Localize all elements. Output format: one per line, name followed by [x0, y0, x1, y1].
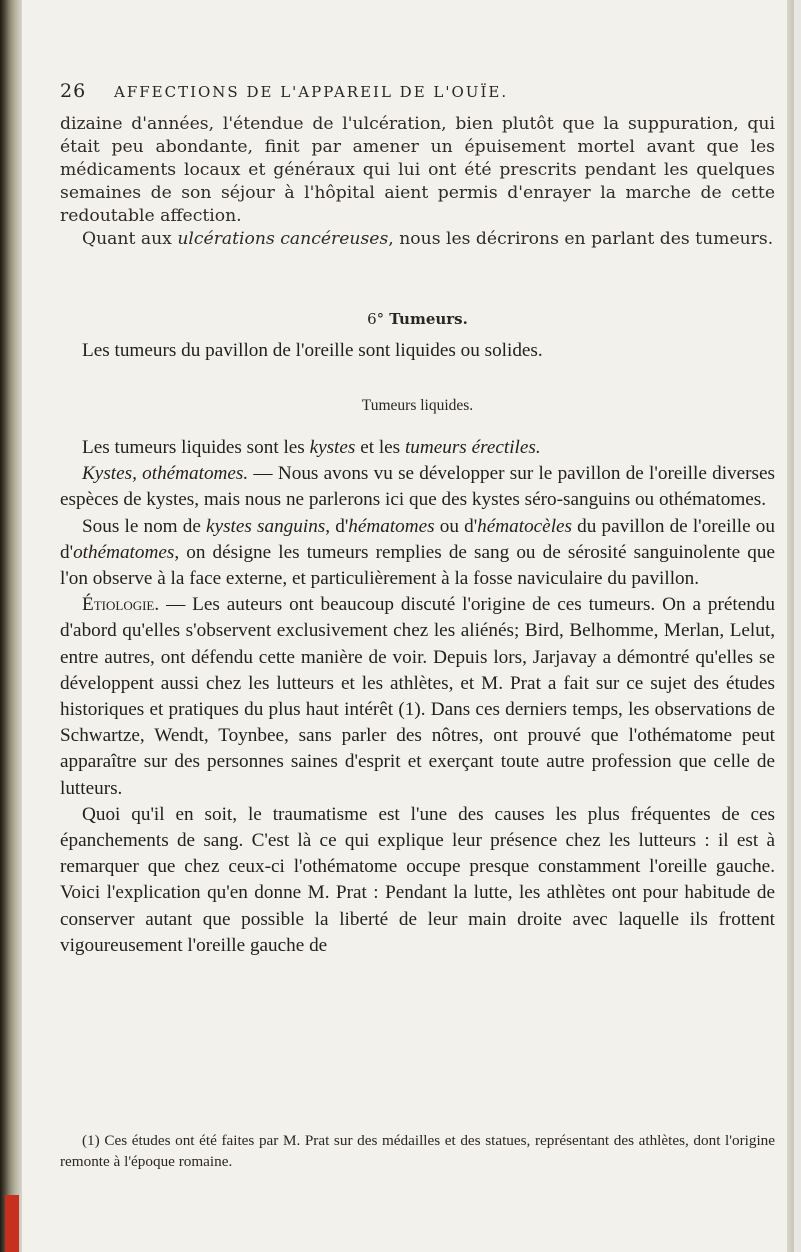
intro-paragraph-1: dizaine d'années, l'étendue de l'ulcération, bien plutôt que la suppuration, qui était peu abondante, finit par amener un épuisement mortel avant que les médicaments locaux et généraux qui lui ont été prescrits pendant les quelques semaines de son séjour à l'hôpital aient permis d'enrayer la marche de cette redoutable affection.: [60, 114, 775, 226]
section-number: 6°: [367, 310, 385, 328]
subsection-title: Tumeurs liquides.: [361, 397, 474, 414]
paragraph-definition: Sous le nom de kystes sanguins, d'hématomes ou d'hématocèles du pavillon de l'oreille ou d'othématomes, on désigne les tumeurs remplies de sang ou de sérosité sanguinolente que l'on observe à la face externe, et particulièrement à la fosse naviculaire du pavillon.: [60, 515, 775, 590]
paragraph-liquides: Les tumeurs liquides sont les kystes et les tumeurs érectiles.: [82, 437, 541, 458]
page-edge: [787, 0, 794, 1252]
paragraph-traumatisme: Quoi qu'il en soit, le traumatisme est l'une des causes les plus fréquentes de ces épanchements de sang. C'est là ce qui explique leur présence chez les lutteurs : il est à remarquer que chez ceux-ci l'othématome occupe presque constamment l'oreille gauche. Voici l'explication qu'en donne M. Prat : Pendant la lutte, les athlètes ont pour habitude de conserver autant que possible la liberté de leur main droite avec laquelle ils frottent vigoureusement l'oreille gauche de: [60, 803, 775, 956]
main-text: [60, 435, 775, 959]
section-lead: [60, 338, 775, 364]
intro-block: [60, 113, 775, 251]
section-title: Tumeurs.: [389, 310, 468, 328]
paragraph-etiologie: Étiologie. — Les auteurs ont beaucoup discuté l'origine de ces tumeurs. On a prétendu d'abord qu'elles s'observent exclusivement chez les aliénés; Bird, Belhomme, Merlan, Lelut, entre autres, ont défendu cette manière de voir. Depuis lors, Jarjavay a démontré qu'elles se développent aussi chez les lutteurs et les athlètes, et M. Prat a fait sur ce sujet des études historiques et pratiques du plus haut intérêt (1). Dans ces derniers temps, les observations de Schwartze, Wendt, Toynbee, sans parler des nôtres, ont prouvé que l'othématome peut apparaître sur des personnes saines d'esprit et exerçant toute autre profession que celle de lutteurs.: [60, 594, 775, 799]
book-page: [22, 0, 794, 1252]
book-binding: [0, 0, 22, 1252]
running-header: [60, 80, 740, 110]
section-lead-text: Les tumeurs du pavillon de l'oreille sont liquides ou solides.: [82, 340, 543, 361]
binding-red-stripe: [5, 1195, 19, 1252]
running-head-title: AFFECTIONS DE L'APPAREIL DE L'OUÏE.: [114, 83, 509, 101]
page-number: 26: [60, 80, 87, 102]
paragraph-kystes: Kystes, othématomes. — Nous avons vu se développer sur le pavillon de l'oreille diverses espèces de kystes, mais nous ne parlerons ici que des kystes séro-sanguins ou othématomes.: [60, 463, 775, 511]
footnote: [60, 1130, 775, 1172]
footnote-text: (1) Ces études ont été faites par M. Prat sur des médailles et des statues, représentant des athlètes, dont l'origine remonte à l'époque romaine.: [60, 1132, 775, 1170]
intro-paragraph-2: Quant aux ulcérations cancéreuses, nous les décrirons en parlant des tumeurs.: [82, 229, 774, 249]
subsection-heading: [60, 395, 775, 415]
section-heading: [60, 309, 775, 328]
